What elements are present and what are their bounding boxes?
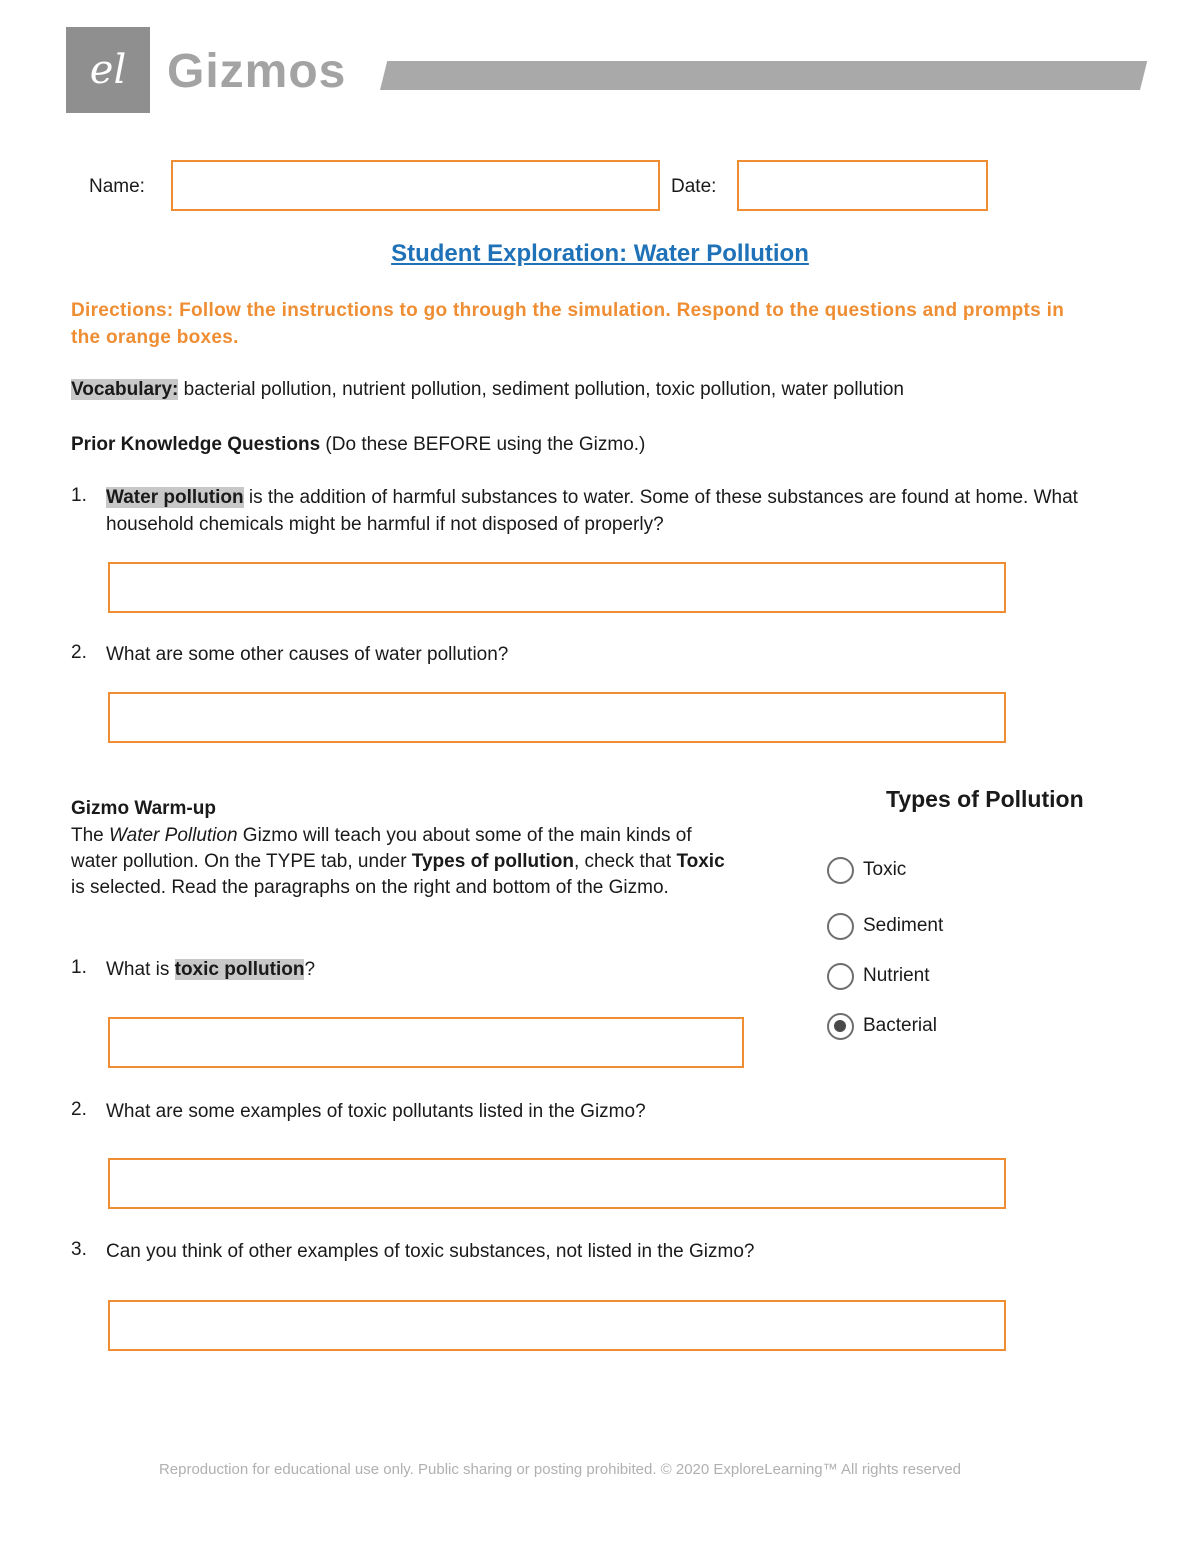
warmup-q2-number: 2. <box>71 1099 87 1120</box>
warmup-text-3: , check that <box>573 851 677 872</box>
prior-q1-number: 1. <box>71 485 87 506</box>
prior-q1-term: Water pollution <box>106 487 244 508</box>
prior-q2-text: What are some other causes of water pollution? <box>106 644 509 665</box>
gizmos-brand: Gizmos <box>167 45 347 98</box>
prior-q1-text <box>106 484 1106 538</box>
warmup-gizmo-name: Water Pollution <box>109 825 238 846</box>
warmup-q2-answer[interactable] <box>110 1160 1004 1207</box>
warmup-q2-text: What are some examples of toxic pollutants listed in the Gizmo? <box>106 1101 646 1122</box>
warmup-paragraph <box>71 823 736 901</box>
vocabulary-line <box>71 377 1151 403</box>
logo-mark: el <box>89 47 127 93</box>
page-title: Student Exploration: Water Pollution <box>391 240 809 267</box>
radio-button-icon[interactable] <box>827 963 854 990</box>
warmup-q1-answer-box <box>108 1017 744 1068</box>
name-field-box <box>171 160 660 211</box>
vocabulary-label: Vocabulary: <box>71 379 179 400</box>
radio-option-bacterial[interactable] <box>827 1009 937 1043</box>
name-label: Name: <box>89 176 145 197</box>
radio-option-toxic[interactable] <box>827 853 906 887</box>
radio-label-sediment: Sediment <box>863 915 944 936</box>
header-bar <box>380 61 1147 90</box>
radio-label-bacterial: Bacterial <box>863 1015 937 1036</box>
warmup-q3-text: Can you think of other examples of toxic substances, not listed in the Gizmo? <box>106 1241 755 1262</box>
warmup-q3-answer[interactable] <box>110 1302 1004 1349</box>
warmup-text-1: The <box>71 825 110 846</box>
warmup-q1-pre: What is <box>106 959 175 980</box>
vocabulary-terms: bacterial pollution, nutrient pollution, sediment pollution, toxic pollution, water pollution <box>178 379 904 400</box>
radio-label-toxic: Toxic <box>863 859 907 880</box>
pollution-panel-title: Types of Pollution <box>886 786 1084 812</box>
prior-q1-answer[interactable] <box>110 564 1004 611</box>
date-field[interactable] <box>739 162 986 209</box>
warmup-text-2: Gizmo will teach you about some of the main kinds of water pollution. On the TYPE tab, under <box>71 825 692 872</box>
warmup-q1-answer[interactable] <box>110 1019 742 1066</box>
warmup-q1-number: 1. <box>71 957 87 978</box>
radio-button-icon[interactable] <box>827 913 854 940</box>
radio-button-selected-icon[interactable] <box>827 1013 854 1040</box>
prior-q1-body: is the addition of harmful substances to water. Some of these substances are found at home. What household chemicals might be harmful if not disposed of properly? <box>106 487 1078 535</box>
prior-knowledge-heading: Prior Knowledge Questions <box>71 434 321 455</box>
radio-button-icon[interactable] <box>827 857 854 884</box>
prior-q2-number: 2. <box>71 642 87 663</box>
warmup-q3-number: 3. <box>71 1239 87 1260</box>
directions: Directions: Follow the instructions to go through the simulation. Respond to the questions and prompts in the orange boxes. <box>71 300 1065 348</box>
explorelearning-logo <box>66 27 150 113</box>
warmup-text-4: is selected. Read the paragraphs on the right and bottom of the Gizmo. <box>71 877 669 898</box>
prior-q2-answer[interactable] <box>110 694 1004 741</box>
date-label: Date: <box>671 176 717 197</box>
date-field-box <box>737 160 988 211</box>
warmup-q1-post: ? <box>304 959 316 980</box>
radio-label-nutrient: Nutrient <box>863 965 930 986</box>
warmup-q3-answer-box <box>108 1300 1006 1351</box>
footer-copyright: Reproduction for educational use only. Public sharing or posting prohibited. © 2020 ExploreLearning™ All rights reserved <box>158 1461 962 1478</box>
warmup-types-term: Types of pollution <box>411 851 574 872</box>
name-field[interactable] <box>173 162 658 209</box>
prior-knowledge-note: (Do these BEFORE using the Gizmo.) <box>320 434 646 455</box>
prior-q2-answer-box <box>108 692 1006 743</box>
prior-q1-answer-box <box>108 562 1006 613</box>
warmup-q1-text <box>106 956 315 983</box>
warmup-heading: Gizmo Warm-up <box>71 798 216 819</box>
radio-option-sediment[interactable] <box>827 909 943 943</box>
radio-option-nutrient[interactable] <box>827 959 930 993</box>
warmup-toxic-term: Toxic <box>676 851 725 872</box>
warmup-q1-term: toxic pollution <box>174 959 305 980</box>
warmup-q2-answer-box <box>108 1158 1006 1209</box>
prior-knowledge-heading-line <box>71 432 645 458</box>
